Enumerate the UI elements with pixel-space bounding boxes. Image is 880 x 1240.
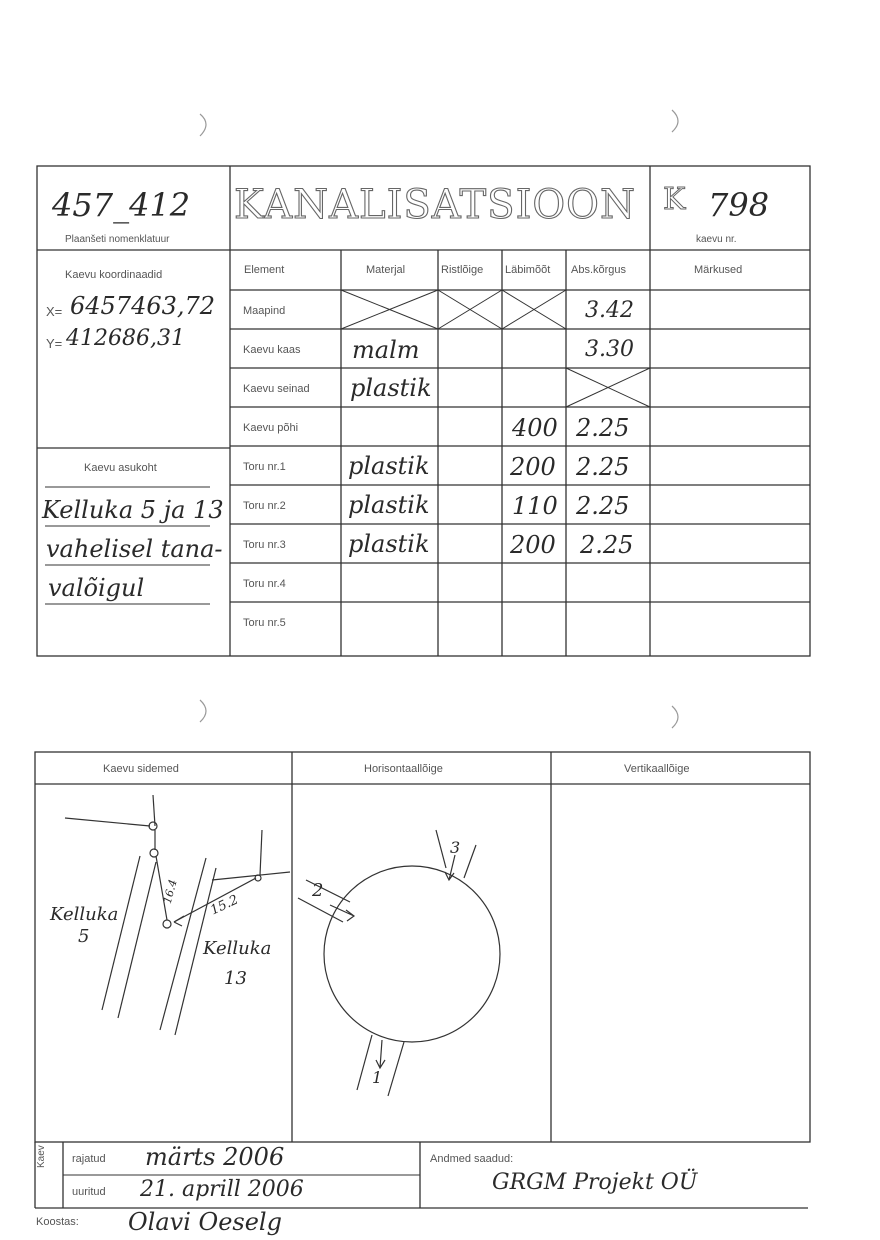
row-diameter: 200 xyxy=(510,531,556,559)
location-line-1: Kelluka 5 ja 13 xyxy=(42,496,224,524)
coordinates-label: Kaevu koordinaadid xyxy=(65,269,163,281)
col-header-material: Materjal xyxy=(366,264,406,276)
form-title: KANALISATSIOON xyxy=(234,182,636,228)
location-line-2: vahelisel tana- xyxy=(46,535,223,563)
col-header-element: Element xyxy=(244,264,285,276)
horizontal-section-label: Horisontaallõige xyxy=(364,763,443,775)
row-height: 2.25 xyxy=(576,492,630,520)
surveyed-label: uuritud xyxy=(72,1186,106,1198)
well-prefix: K xyxy=(663,182,686,217)
sketch-street-left: Kelluka xyxy=(50,904,119,925)
col-header-abs-height: Abs.kõrgus xyxy=(571,264,627,276)
row-element: Kaevu seinad xyxy=(243,383,310,395)
distance-label-b: 15.2 xyxy=(208,892,241,919)
sketch-street-right: Kelluka xyxy=(203,938,272,959)
side-label-well: Kaev xyxy=(36,1145,47,1168)
sketch-number-left: 5 xyxy=(78,926,90,947)
data-from-value: GRGM Projekt OÜ xyxy=(492,1170,698,1195)
sketch-number-right: 13 xyxy=(224,968,247,989)
y-coordinate: 412686,31 xyxy=(66,326,185,351)
nomenclature-label: Plaanšeti nomenklatuur xyxy=(65,234,170,245)
row-material: plastik xyxy=(348,491,430,519)
row-element: Toru nr.1 xyxy=(243,461,286,473)
row-element: Kaevu põhi xyxy=(243,422,299,434)
links-section-label: Kaevu sidemed xyxy=(103,763,179,775)
row-element: Toru nr.3 xyxy=(243,539,286,551)
y-prefix: Y= xyxy=(46,336,63,351)
row-diameter: 110 xyxy=(512,492,558,520)
row-material: plastik xyxy=(350,374,432,402)
x-prefix: X= xyxy=(46,304,63,319)
location-label: Kaevu asukoht xyxy=(84,462,157,474)
row-material: malm xyxy=(352,336,420,364)
horizontal-section-sketch xyxy=(298,830,500,1096)
location-line-3: valõigul xyxy=(48,574,145,602)
x-coordinate: 6457463,72 xyxy=(70,292,216,320)
well-number-label: kaevu nr. xyxy=(696,234,737,245)
row-diameter: 400 xyxy=(512,414,558,442)
row-element: Toru nr.2 xyxy=(243,500,286,512)
surveyed-value: 21. aprill 2006 xyxy=(140,1177,304,1202)
created-value: märts 2006 xyxy=(145,1143,285,1171)
row-height: 3.42 xyxy=(585,298,634,323)
row-material: plastik xyxy=(348,530,430,558)
col-header-diameter: Läbimõõt xyxy=(505,264,551,276)
row-height: 3.30 xyxy=(585,337,634,362)
pipe-label-3: 3 xyxy=(450,838,461,857)
lower-form-frame xyxy=(35,752,810,1142)
row-height: 2.25 xyxy=(576,414,630,442)
row-element: Maapind xyxy=(243,305,286,317)
row-height: 2.25 xyxy=(580,531,634,559)
distance-label-a: 16.4 xyxy=(160,877,180,906)
row-diameter: 200 xyxy=(510,453,556,481)
col-header-cross-section: Ristlõige xyxy=(441,264,484,276)
row-material: plastik xyxy=(348,452,430,480)
author-value: Olavi Oeselg xyxy=(128,1208,282,1236)
row-height: 2.25 xyxy=(576,453,630,481)
row-element: Toru nr.5 xyxy=(243,617,286,629)
data-from-label: Andmed saadud: xyxy=(430,1153,514,1165)
author-label: Koostas: xyxy=(36,1216,79,1228)
row-element: Toru nr.4 xyxy=(243,578,286,590)
row-element: Kaevu kaas xyxy=(243,344,301,356)
created-label: rajatud xyxy=(72,1153,106,1165)
nomenclature-value: 457_412 xyxy=(52,186,191,224)
pipe-label-2: 2 xyxy=(312,880,324,901)
col-header-remarks: Märkused xyxy=(694,264,743,276)
vertical-section-label: Vertikaallõige xyxy=(624,763,690,775)
well-number: 798 xyxy=(708,186,770,224)
pipe-label-1: 1 xyxy=(372,1068,383,1087)
